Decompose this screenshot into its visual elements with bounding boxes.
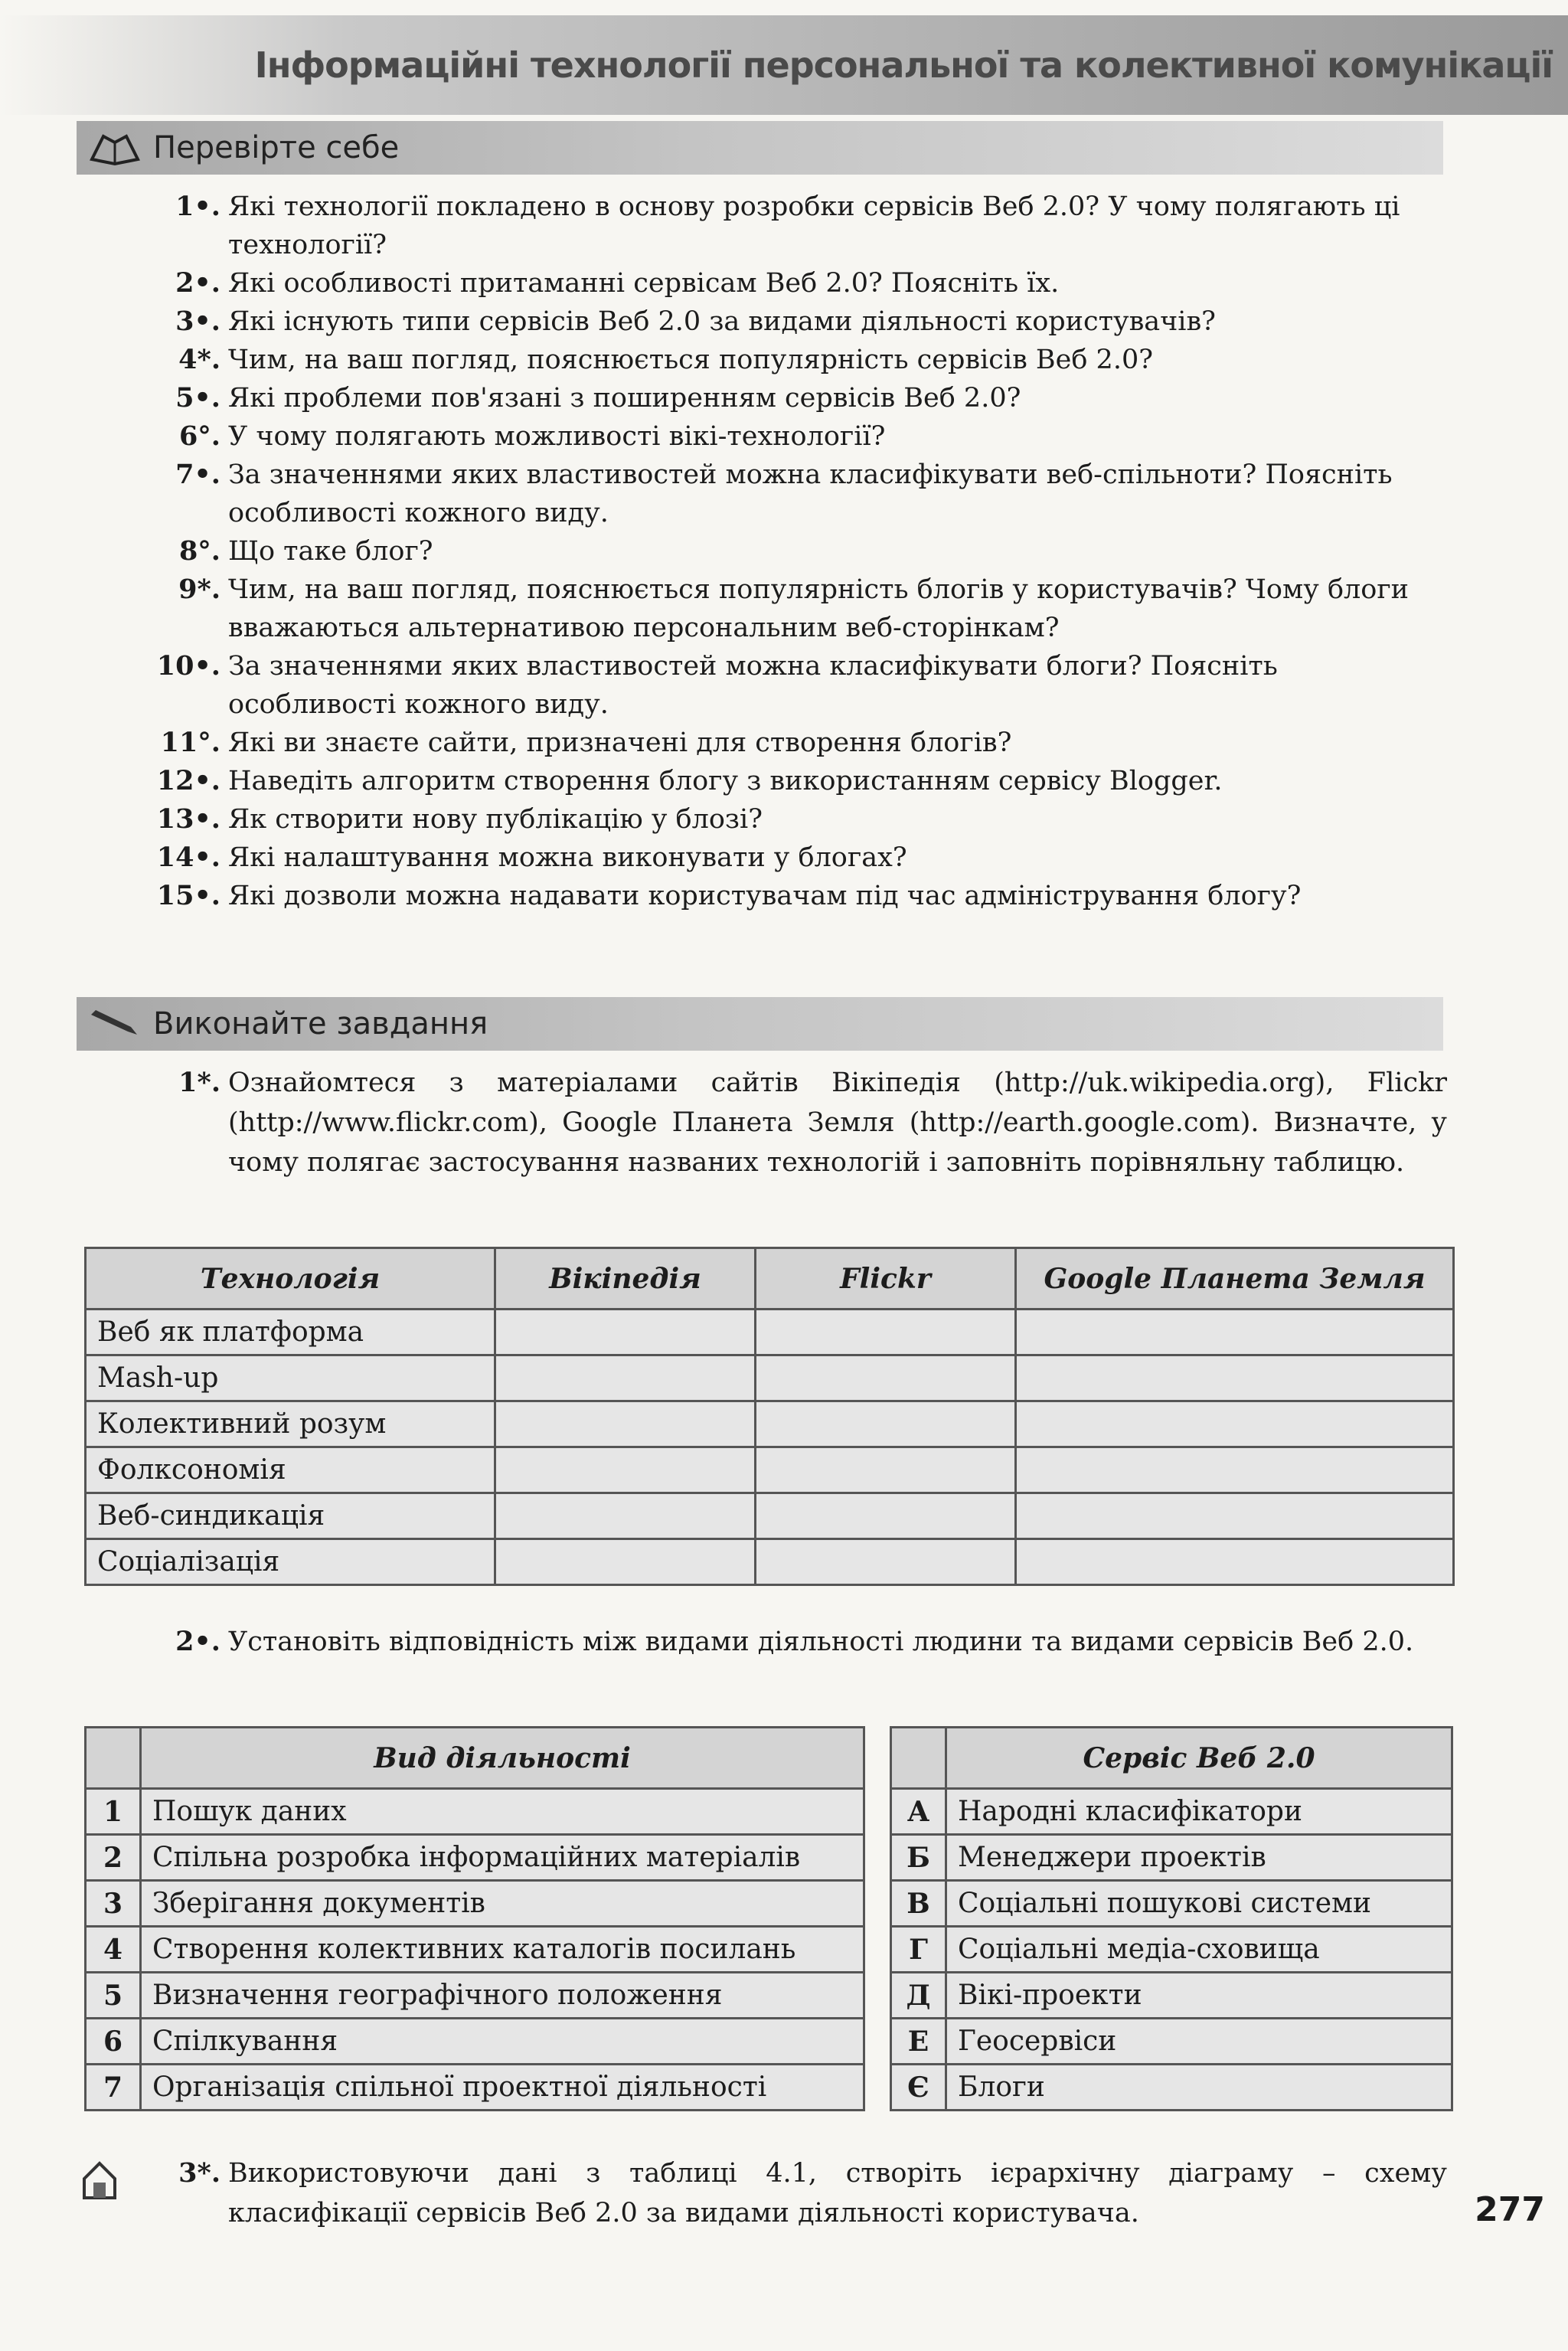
table-row: Колективний розум [86, 1401, 1454, 1447]
question-item: 2•. Які особливості притаманні сервісам Веб 2.0? Поясніть їх. [175, 267, 1060, 299]
service-table [890, 1726, 1453, 2111]
question-item: 3•. Які існують типи сервісів Веб 2.0 за видами діяльності користувачів? [175, 306, 1216, 337]
table-row: 3 Зберігання документів [86, 1881, 864, 1927]
table-row: 1 Пошук даних [86, 1789, 864, 1835]
table-row: 6 Спілкування [86, 2019, 864, 2065]
table-row: Соціалізація [86, 1539, 1454, 1585]
table-row: Е Геосервіси [891, 2019, 1452, 2065]
table-header: Сервіс Веб 2.0 [946, 1728, 1452, 1789]
table-row: 2 Спільна розробка інформаційних матеріалів [86, 1835, 864, 1881]
table-row: Д Вікі-проекти [891, 1973, 1452, 2019]
tasks-section-header [77, 997, 1443, 1051]
check-section-header [77, 121, 1443, 175]
table-row: Веб-синдикація [86, 1493, 1454, 1539]
comparison-table [84, 1247, 1455, 1586]
table-row: 7 Організація спільної проектної діяльності [86, 2065, 864, 2111]
question-item: 12•. Наведіть алгоритм створення блогу з використанням сервісу Blogger. [156, 765, 1223, 796]
table-header: Flickr [756, 1248, 1016, 1310]
table-row: Г Соціальні медіа-сховища [891, 1927, 1452, 1973]
book-icon [84, 125, 145, 171]
table-header: Технологія [86, 1248, 495, 1310]
pencil-icon [84, 1001, 145, 1047]
question-item: 15•. Які дозволи можна надавати користувачам під час адміністрування блогу? [156, 880, 1302, 911]
table-row: 5 Визначення географічного положення [86, 1973, 864, 2019]
question-item: 13•. Як створити нову публікацію у блозі? [156, 803, 763, 835]
check-section-title: Перевірте себе [153, 130, 400, 165]
home-computer-icon [80, 2160, 119, 2205]
table-row: А Народні класифікатори [891, 1789, 1452, 1835]
question-item: 7•. За значеннями яких властивостей можна класифікувати веб-спільноти? Поясніть особливості кожного виду. [175, 459, 1393, 528]
questions-list [130, 188, 1447, 915]
table-row: Є Блоги [891, 2065, 1452, 2111]
question-item: 14•. Які налаштування можна виконувати у блогах? [156, 842, 907, 873]
task-2: 2•. Установіть відповідність між видами діяльності людини та видами сервісів Веб 2.0. [175, 1626, 1414, 1657]
running-title: Інформаційні технології персональної та колективної комунікації [254, 44, 1553, 86]
question-item: 1•. Які технології покладено в основу розробки сервісів Веб 2.0? У чому полягають ці технології? [175, 191, 1400, 260]
table-header: Вікіпедія [495, 1248, 756, 1310]
task-1: 1*. Ознайомтеся з матеріалами сайтів Вікіпедія (http://uk.wikipedia.org), Flickr (http://www.flickr.com), Google Планета Земля (http://earth.google.com). Визначте, у чому полягає застосування названих технологій і заповніть порівняльну таблицю. [178, 1067, 1447, 1178]
table-row: Фолксономія [86, 1447, 1454, 1493]
question-item: 11°. Які ви знаєте сайти, призначені для створення блогів? [160, 727, 1012, 758]
table-row: Веб як платформа [86, 1310, 1454, 1355]
question-item: 9*. Чим, на ваш погляд, пояснюється популярність блогів у користувачів? Чому блоги вважаються альтернативою персональним веб-сторінкам? [178, 574, 1409, 643]
question-item: 8°. Що таке блог? [178, 535, 433, 567]
activity-table [84, 1726, 865, 2111]
table-row: 4 Створення колективних каталогів посилань [86, 1927, 864, 1973]
question-item: 6°. У чому полягають можливості вікі-технології? [178, 420, 886, 452]
task-3: 3*. Використовуючи дані з таблиці 4.1, створіть ієрархічну діаграму – схему класифікації сервісів Веб 2.0 за видами діяльності користувача. [178, 2157, 1447, 2228]
table-row: Mash-up [86, 1355, 1454, 1401]
table-header: Google Планета Земля [1016, 1248, 1454, 1310]
tasks-section-title: Виконайте завдання [153, 1006, 488, 1041]
question-item: 10•. За значеннями яких властивостей можна класифікувати блоги? Поясніть особливості кожного виду. [156, 650, 1278, 720]
page-number: 277 [1475, 2190, 1545, 2229]
running-header [0, 15, 1568, 115]
table-row: Б Менеджери проектів [891, 1835, 1452, 1881]
table-header: Вид діяльності [141, 1728, 864, 1789]
table-row: В Соціальні пошукові системи [891, 1881, 1452, 1927]
question-item: 4*. Чим, на ваш погляд, пояснюється популярність сервісів Веб 2.0? [178, 344, 1153, 375]
question-item: 5•. Які проблеми пов'язані з поширенням сервісів Веб 2.0? [175, 382, 1021, 414]
